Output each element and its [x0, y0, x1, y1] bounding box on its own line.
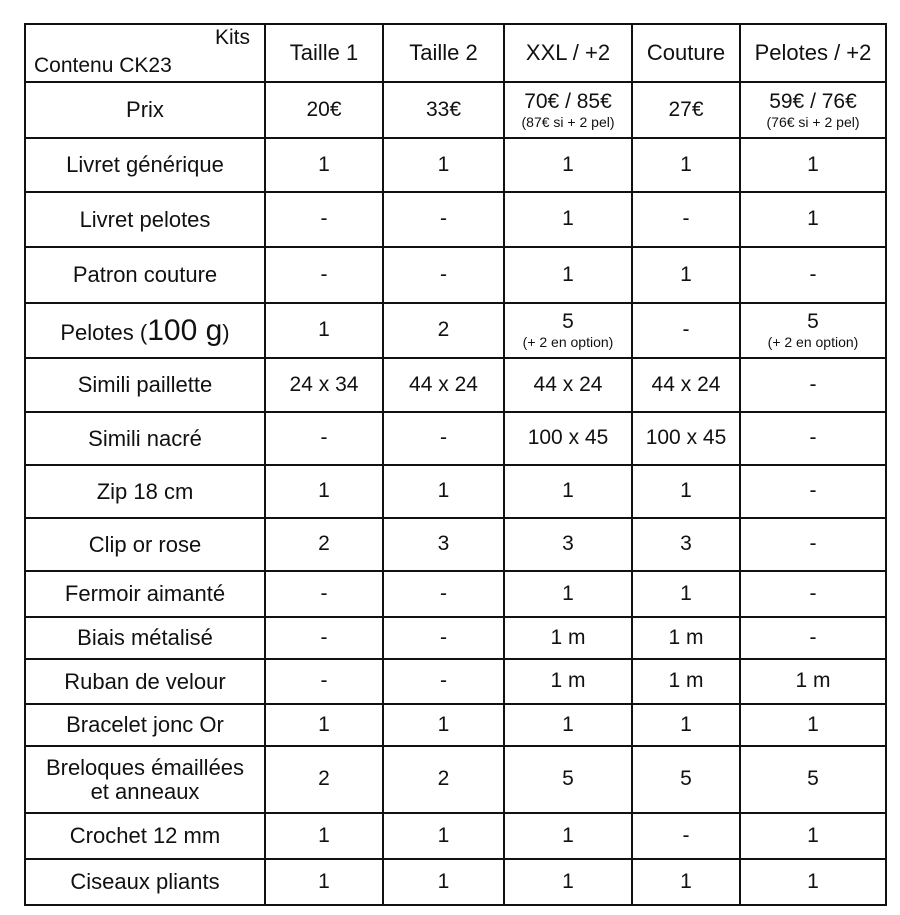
table-cell: 1 [383, 813, 504, 859]
corner-cell [25, 24, 265, 82]
price-value: 59€ / 76€ [769, 89, 857, 113]
table-row [25, 813, 886, 859]
row-label [25, 746, 265, 813]
table-cell: 1 [383, 859, 504, 905]
table-cell: - [383, 192, 504, 247]
kits-table [24, 23, 887, 906]
cell-value: 5 [562, 310, 574, 334]
table-cell: 5 [740, 746, 886, 813]
table-cell [740, 303, 886, 358]
price-cell [740, 82, 886, 138]
table-cell: 1 [504, 192, 632, 247]
table-cell: 1 [265, 813, 383, 859]
table-cell: 1 [504, 859, 632, 905]
table-cell [504, 303, 632, 358]
row-label: Ruban de velour [25, 659, 265, 704]
table-row [25, 465, 886, 518]
column-header: Taille 2 [383, 24, 504, 82]
price-row [25, 82, 886, 138]
table-cell: - [740, 465, 886, 518]
price-note: (76€ si + 2 pel) [766, 113, 860, 130]
table-cell: - [265, 192, 383, 247]
cell-note: (+ 2 en option) [767, 334, 859, 351]
column-header: Taille 1 [265, 24, 383, 82]
table-row [25, 247, 886, 303]
table-cell: 1 m [740, 659, 886, 704]
corner-left-label: Contenu CK23 [34, 53, 172, 77]
table-cell: - [265, 412, 383, 465]
cell-value: 1 [318, 318, 330, 342]
price-value: 33€ [425, 97, 462, 121]
table-cell: 1 m [632, 659, 740, 704]
table-row [25, 358, 886, 412]
table-cell: - [265, 659, 383, 704]
row-label: Livret pelotes [25, 192, 265, 247]
table-cell: - [383, 571, 504, 617]
column-header: XXL / +2 [504, 24, 632, 82]
table-cell: 5 [632, 746, 740, 813]
price-cell [632, 82, 740, 138]
table-cell: 1 [632, 859, 740, 905]
table-cell: - [383, 659, 504, 704]
row-label-line: et anneaux [90, 778, 200, 804]
table-cell: 1 [740, 704, 886, 746]
table-cell: 1 [383, 704, 504, 746]
row-label: Biais métalisé [25, 617, 265, 659]
table-cell: 24 x 34 [265, 358, 383, 412]
table-cell: - [632, 192, 740, 247]
price-cell [504, 82, 632, 138]
table-cell: - [740, 518, 886, 571]
price-value: 20€ [306, 97, 342, 121]
table-row [25, 859, 886, 905]
column-header: Couture [632, 24, 740, 82]
table-cell: 1 [504, 465, 632, 518]
price-value: 27€ [668, 97, 704, 121]
table-cell: 1 [740, 192, 886, 247]
row-label: Zip 18 cm [25, 465, 265, 518]
table-cell: - [740, 247, 886, 303]
table-cell: 3 [504, 518, 632, 571]
table-cell: - [740, 358, 886, 412]
table-cell: - [740, 571, 886, 617]
table-cell: 1 [265, 465, 383, 518]
table-cell: 2 [383, 746, 504, 813]
table-row [25, 412, 886, 465]
price-cell [383, 82, 504, 138]
row-label: Livret générique [25, 138, 265, 192]
row-label: Simili paillette [25, 358, 265, 412]
cell-value: 2 [437, 318, 450, 342]
table-cell: 1 [632, 247, 740, 303]
row-label: Crochet 12 mm [25, 813, 265, 859]
table-row [25, 617, 886, 659]
table-cell: 1 [383, 465, 504, 518]
cell-value: - [682, 318, 690, 342]
table-cell: 1 [265, 138, 383, 192]
table-cell: - [265, 247, 383, 303]
table-row [25, 138, 886, 192]
row-label: Clip or rose [25, 518, 265, 571]
table-row [25, 518, 886, 571]
row-label: Prix [25, 82, 265, 138]
table-cell [265, 303, 383, 358]
table-cell: - [632, 813, 740, 859]
table-row [25, 746, 886, 813]
corner-right-label: Kits [214, 26, 250, 49]
table-cell: 1 [740, 813, 886, 859]
table-cell: 100 x 45 [632, 412, 740, 465]
table-cell: - [740, 617, 886, 659]
table-cell: 1 [504, 704, 632, 746]
table-cell: - [383, 617, 504, 659]
table-cell: 3 [383, 518, 504, 571]
table-cell: - [383, 247, 504, 303]
table-cell: 1 m [632, 617, 740, 659]
table-row [25, 704, 886, 746]
price-note: (87€ si + 2 pel) [521, 113, 615, 130]
table-cell: 44 x 24 [504, 358, 632, 412]
table-cell: 2 [265, 518, 383, 571]
table-row [25, 303, 886, 358]
row-label: Ciseaux pliants [25, 859, 265, 905]
table-cell: 3 [632, 518, 740, 571]
table-cell: - [740, 412, 886, 465]
table-cell: 44 x 24 [632, 358, 740, 412]
table-cell: 1 m [504, 659, 632, 704]
row-label-weight: 100 g [147, 313, 223, 347]
table-row [25, 192, 886, 247]
table-cell: - [265, 617, 383, 659]
table-cell: 1 [504, 138, 632, 192]
header-row [25, 24, 886, 82]
table-cell: 1 [632, 138, 740, 192]
table-cell: 100 x 45 [504, 412, 632, 465]
table-cell: 1 m [504, 617, 632, 659]
table-cell: 44 x 24 [383, 358, 504, 412]
cell-note: (+ 2 en option) [522, 334, 614, 351]
price-cell [265, 82, 383, 138]
table-cell: 1 [265, 704, 383, 746]
row-label: Fermoir aimanté [25, 571, 265, 617]
table-cell: - [265, 571, 383, 617]
table-cell: 1 [504, 247, 632, 303]
row-label-text: Pelotes ( [60, 319, 148, 345]
row-label: Bracelet jonc Or [25, 704, 265, 746]
table-cell: 5 [504, 746, 632, 813]
column-header: Pelotes / +2 [740, 24, 886, 82]
table-row [25, 571, 886, 617]
table-cell: 1 [632, 465, 740, 518]
row-label-line: Breloques émaillées [45, 755, 245, 781]
cell-value: 5 [807, 310, 819, 334]
table-cell [383, 303, 504, 358]
row-label: Patron couture [25, 247, 265, 303]
row-label-end: ) [222, 319, 230, 345]
table-cell: 1 [383, 138, 504, 192]
table-cell: 2 [265, 746, 383, 813]
row-label: Simili nacré [25, 412, 265, 465]
table-cell: 1 [504, 571, 632, 617]
table-row [25, 659, 886, 704]
table-cell: 1 [265, 859, 383, 905]
row-label [25, 303, 265, 358]
table-cell: 1 [740, 138, 886, 192]
table-cell: 1 [632, 704, 740, 746]
table-cell: 1 [740, 859, 886, 905]
table-cell: 1 [504, 813, 632, 859]
table-cell: 1 [632, 571, 740, 617]
table-cell: - [383, 412, 504, 465]
table-cell [632, 303, 740, 358]
price-value: 70€ / 85€ [524, 89, 612, 113]
